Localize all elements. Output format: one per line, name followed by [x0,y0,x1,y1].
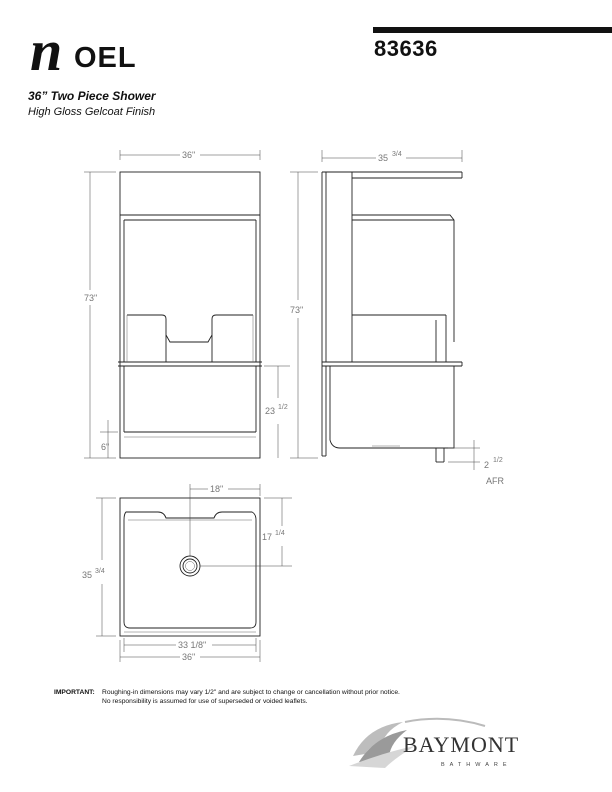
svg-text:1/2: 1/2 [278,404,288,411]
important-label: IMPORTANT: [54,689,95,696]
svg-text:BAYMONT: BAYMONT [403,732,520,757]
svg-text:1/2: 1/2 [493,457,503,464]
important-note [54,688,474,706]
svg-text:AFR: AFR [486,476,504,486]
svg-text:36": 36" [182,652,196,662]
note-line-2: No responsibility is assumed for use of superseded or voided leaflets. [102,698,308,705]
svg-text:3/4: 3/4 [95,568,105,575]
header-rule [373,27,612,33]
model-number: 83636 [374,36,438,61]
plan-drain-depth-dimension [200,498,292,566]
front-base-dimensions [100,366,290,458]
front-view [118,172,262,458]
svg-text:6": 6" [101,442,110,452]
svg-text:1/4: 1/4 [275,530,285,537]
svg-text:BATHWARE: BATHWARE [441,762,512,768]
side-view [322,172,462,462]
svg-text:23: 23 [265,406,276,416]
svg-text:33 1/8": 33 1/8" [178,640,207,650]
plan-depth-dimension [82,498,116,636]
front-width-dimension [120,150,260,160]
product-title: 36” Two Piece Shower [28,89,156,103]
noel-logo-icon [28,24,148,76]
svg-text:35: 35 [82,570,93,580]
side-height-dimension [290,172,318,458]
product-subtitle: High Gloss Gelcoat Finish [28,106,156,118]
svg-text:36": 36" [182,150,196,160]
svg-text:73": 73" [290,305,304,315]
note-line-1: Roughing-in dimensions may vary 1/2" and are subject to change or cancellation without prior notice. [102,689,400,696]
svg-text:35: 35 [378,153,389,163]
plan-width-dimensions [120,638,260,662]
side-depth-dimension [322,150,462,163]
svg-text:n: n [30,24,63,76]
svg-text:18": 18" [210,484,224,494]
svg-text:3/4: 3/4 [392,151,402,158]
svg-text:2: 2 [484,460,490,470]
technical-drawing [0,140,612,670]
side-afr-dimension [448,440,505,486]
front-height-dimension [84,172,116,458]
svg-text:73": 73" [84,293,98,303]
svg-text:17: 17 [262,532,273,542]
logo-wordmark: OEL [74,42,137,74]
baymont-wave-logo-icon [345,712,555,778]
